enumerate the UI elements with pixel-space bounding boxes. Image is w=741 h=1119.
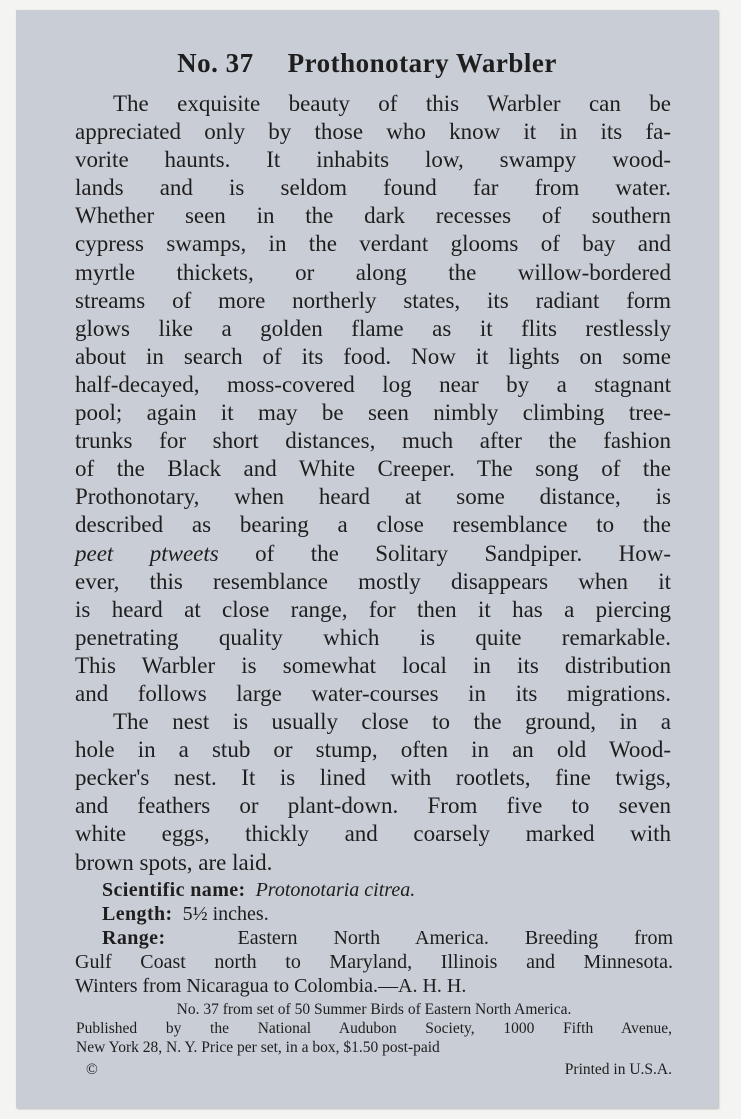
text-line: and feathers or plant-down. From five to seven — [75, 793, 671, 819]
length-row — [75, 902, 673, 926]
text-line: The exquisite beauty of this Warbler can be — [113, 91, 671, 116]
footer-line: No. 37 from set of 50 Summer Birds of Eastern North America. — [176, 1001, 572, 1018]
copyright-symbol: © — [86, 1061, 98, 1078]
text-line: lands and is seldom found far from water. — [75, 175, 671, 201]
text-line: cypress swamps, in the verdant glooms of bay and — [75, 231, 671, 257]
text-line: brown spots, are laid. — [75, 849, 273, 875]
range-line: Winters from Nicaragua to Colombia.—A. H. H. — [75, 975, 467, 997]
footer-line: New York 28, N. Y. Price per set, in a box, $1.50 post-paid — [76, 1039, 440, 1056]
scientific-name-row — [75, 878, 673, 902]
text-line: vorite haunts. It inhabits low, swampy wood- — [75, 147, 671, 173]
text-line: glows like a golden flame as it flits restlessly — [75, 315, 671, 341]
text-line: is heard at close range, for then it has a piercing — [75, 596, 671, 622]
text-line: and follows large water-courses in its migrations. — [75, 680, 671, 706]
text-line: described as bearing a close resemblance to the — [75, 512, 671, 538]
species-facts — [75, 878, 673, 998]
text-line: This Warbler is somewhat local in its distribution — [75, 652, 671, 678]
text-line: pecker's nest. It is lined with rootlets, fine twigs, — [75, 765, 671, 791]
length-label: Length: — [102, 903, 173, 925]
italic-phrase: peet ptweets — [75, 540, 219, 566]
range-line: Gulf Coast north to Maryland, Illinois and Minnesota. — [75, 951, 673, 973]
publisher-footer — [76, 1000, 672, 1079]
text-line: ever, this resemblance mostly disappears when it — [75, 568, 671, 594]
text-line: half-decayed, moss-covered log near by a stagnant — [75, 371, 671, 397]
text-line: The nest is usually close to the ground, in a — [113, 709, 671, 735]
text-line: Whether seen in the dark recesses of southern — [75, 203, 671, 229]
range-label: Range: — [102, 927, 166, 949]
text-line: trunks for short distances, much after the fashion — [75, 428, 671, 454]
card-title — [16, 48, 718, 79]
description-text — [75, 90, 671, 877]
range-value: Eastern North America. Breeding from — [237, 927, 674, 949]
text-line: hole in a stub or stump, often in an old Wood- — [75, 737, 671, 763]
text-line: of the Black and White Creeper. The song of the — [75, 456, 671, 482]
scientific-name-value: Protonotaria citrea. — [255, 879, 416, 901]
text-line: penetrating quality which is quite remarkable. — [75, 624, 671, 650]
length-value: 5½ inches. — [182, 903, 269, 925]
text-line: pool; again it may be seen nimbly climbing tree- — [75, 400, 671, 426]
text-line: Prothonotary, when heard at some distance, is — [75, 484, 671, 510]
text-line: appreciated only by those who know it in its fa- — [75, 119, 671, 145]
bird-card — [16, 10, 718, 1108]
text-line: myrtle thickets, or along the willow-bordered — [75, 259, 671, 285]
scientific-name-label: Scientific name: — [102, 879, 246, 901]
bird-name: Prothonotary Warbler — [287, 48, 557, 78]
printed-in: Printed in U.S.A. — [564, 1061, 672, 1078]
footer-bottom — [76, 1060, 672, 1079]
text-line: streams of more northerly states, its radiant form — [75, 287, 671, 313]
range-row — [75, 926, 673, 950]
text-segment: of the Solitary Sandpiper. How- — [218, 540, 671, 566]
text-line: white eggs, thickly and coarsely marked with — [75, 821, 671, 847]
text-line: about in search of its food. Now it lights on some — [75, 343, 671, 369]
card-number: No. 37 — [177, 48, 254, 78]
footer-line: Published by the National Audubon Society, 1000 Fifth Avenue, — [76, 1020, 672, 1037]
text-line — [75, 540, 671, 568]
